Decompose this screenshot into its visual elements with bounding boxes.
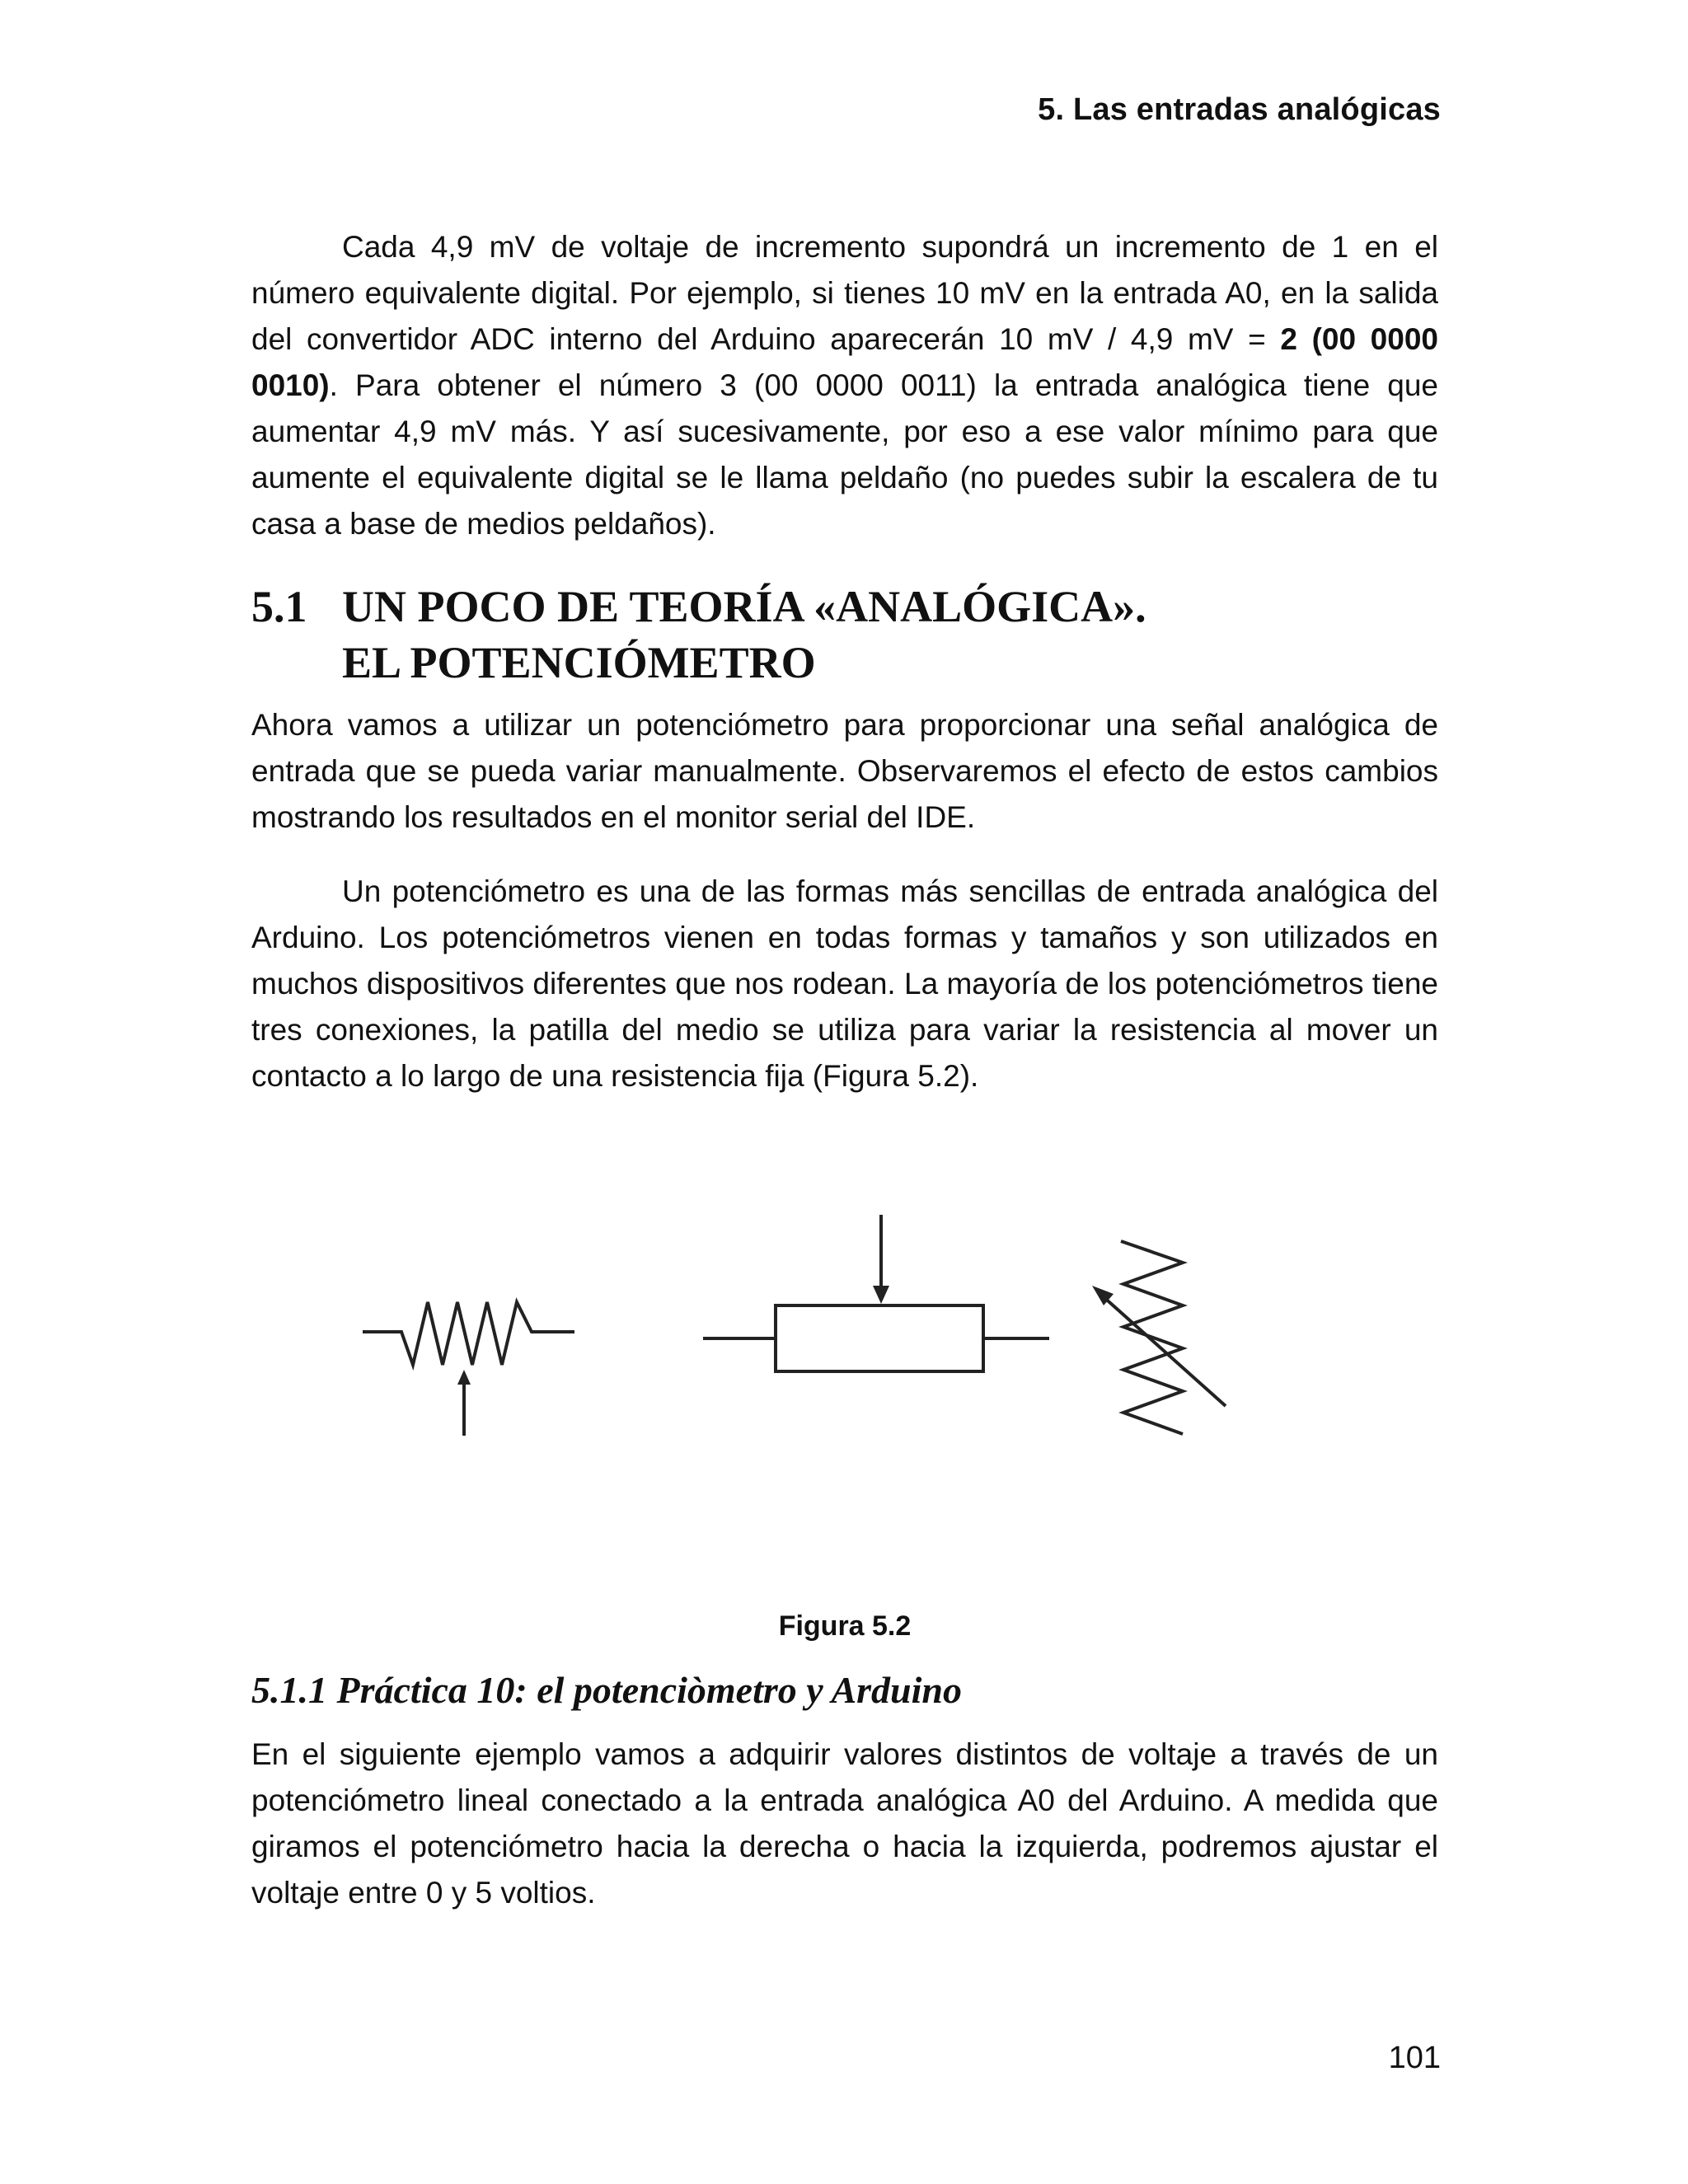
running-header: 5. Las entradas analógicas [1038,92,1441,127]
paragraph-adc-step-text-a: Cada 4,9 mV de voltaje de incremento supondrá un incremento de 1 en el número equivalente digital. Por ejemplo, si tienes 10 mV en la entrada A0, en la salida del convertidor ADC interno del Arduino aparecerán 10 mV / 4,9 mV = [251,230,1438,356]
paragraph-practice-10: En el siguiente ejemplo vamos a adquirir valores distintos de voltaje a través de un potenciómetro lineal conectado a la entrada analógica A0 del Arduino. A medida que giramos el potenciómetro hacia la derecha o hacia la izquierda, podremos ajustar el voltaje entre 0 y 5 voltios. [251,1737,1438,1910]
subsection-heading: 5.1.1 Práctica 10: el potenciòmetro y Arduino [251,1669,963,1711]
variable-resistor-symbol [1092,1241,1226,1434]
paragraph-intro-potentiometer: Ahora vamos a utilizar un potenciómetro para proporcionar una señal analógica de entrada que se pueda variar manualmente. Observaremos el efecto de estos cambios mostrando los resultados en el monitor serial del IDE. [251,708,1438,834]
section-title-line-1: UN POCO DE TEORÍA «ANALÓGICA». [342,582,1146,631]
paragraph-adc-step-bold: 2 (00 0000 0010) [251,322,1438,402]
paragraph-potentiometer-description: Un potenciómetro es una de las formas más sencillas de entrada analógica del Arduino. Los potenciómetros vienen en todas formas y tamaños y son utilizados en muchos dispositivos diferentes que nos rodean. La mayoría de los potenciómetros tiene tres conexiones, la patilla del medio se utiliza para variar la resistencia al mover un contacto a lo largo de una resistencia fija (Figura 5.2). [251,874,1438,1093]
section-heading [251,579,1438,691]
paragraph-adc-step [251,224,1438,547]
figure-caption: Figura 5.2 [778,1610,912,1642]
potentiometer-symbols-drawing [251,1149,1438,1610]
page-content [251,224,1438,1916]
page-number: 101 [1388,2041,1441,2075]
rectangle-potentiometer-symbol [703,1215,1049,1371]
zigzag-potentiometer-symbol [363,1302,574,1436]
section-title [342,579,1146,691]
paragraph-adc-step-text-b: . Para obtener el número 3 (00 0000 0011) la entrada analógica tiene que aumentar 4,9 mV más. Y así sucesivamente, por eso a ese valor mínimo para que aumente el equivalente digital se le llama peldaño (no puedes subir la escalera de tu casa a base de medios peldaños). [251,368,1438,541]
figure-potentiometer-symbols [251,1149,1438,1610]
section-title-line-2: EL POTENCIÓMETRO [342,638,816,687]
section-number: 5.1 [251,582,307,631]
